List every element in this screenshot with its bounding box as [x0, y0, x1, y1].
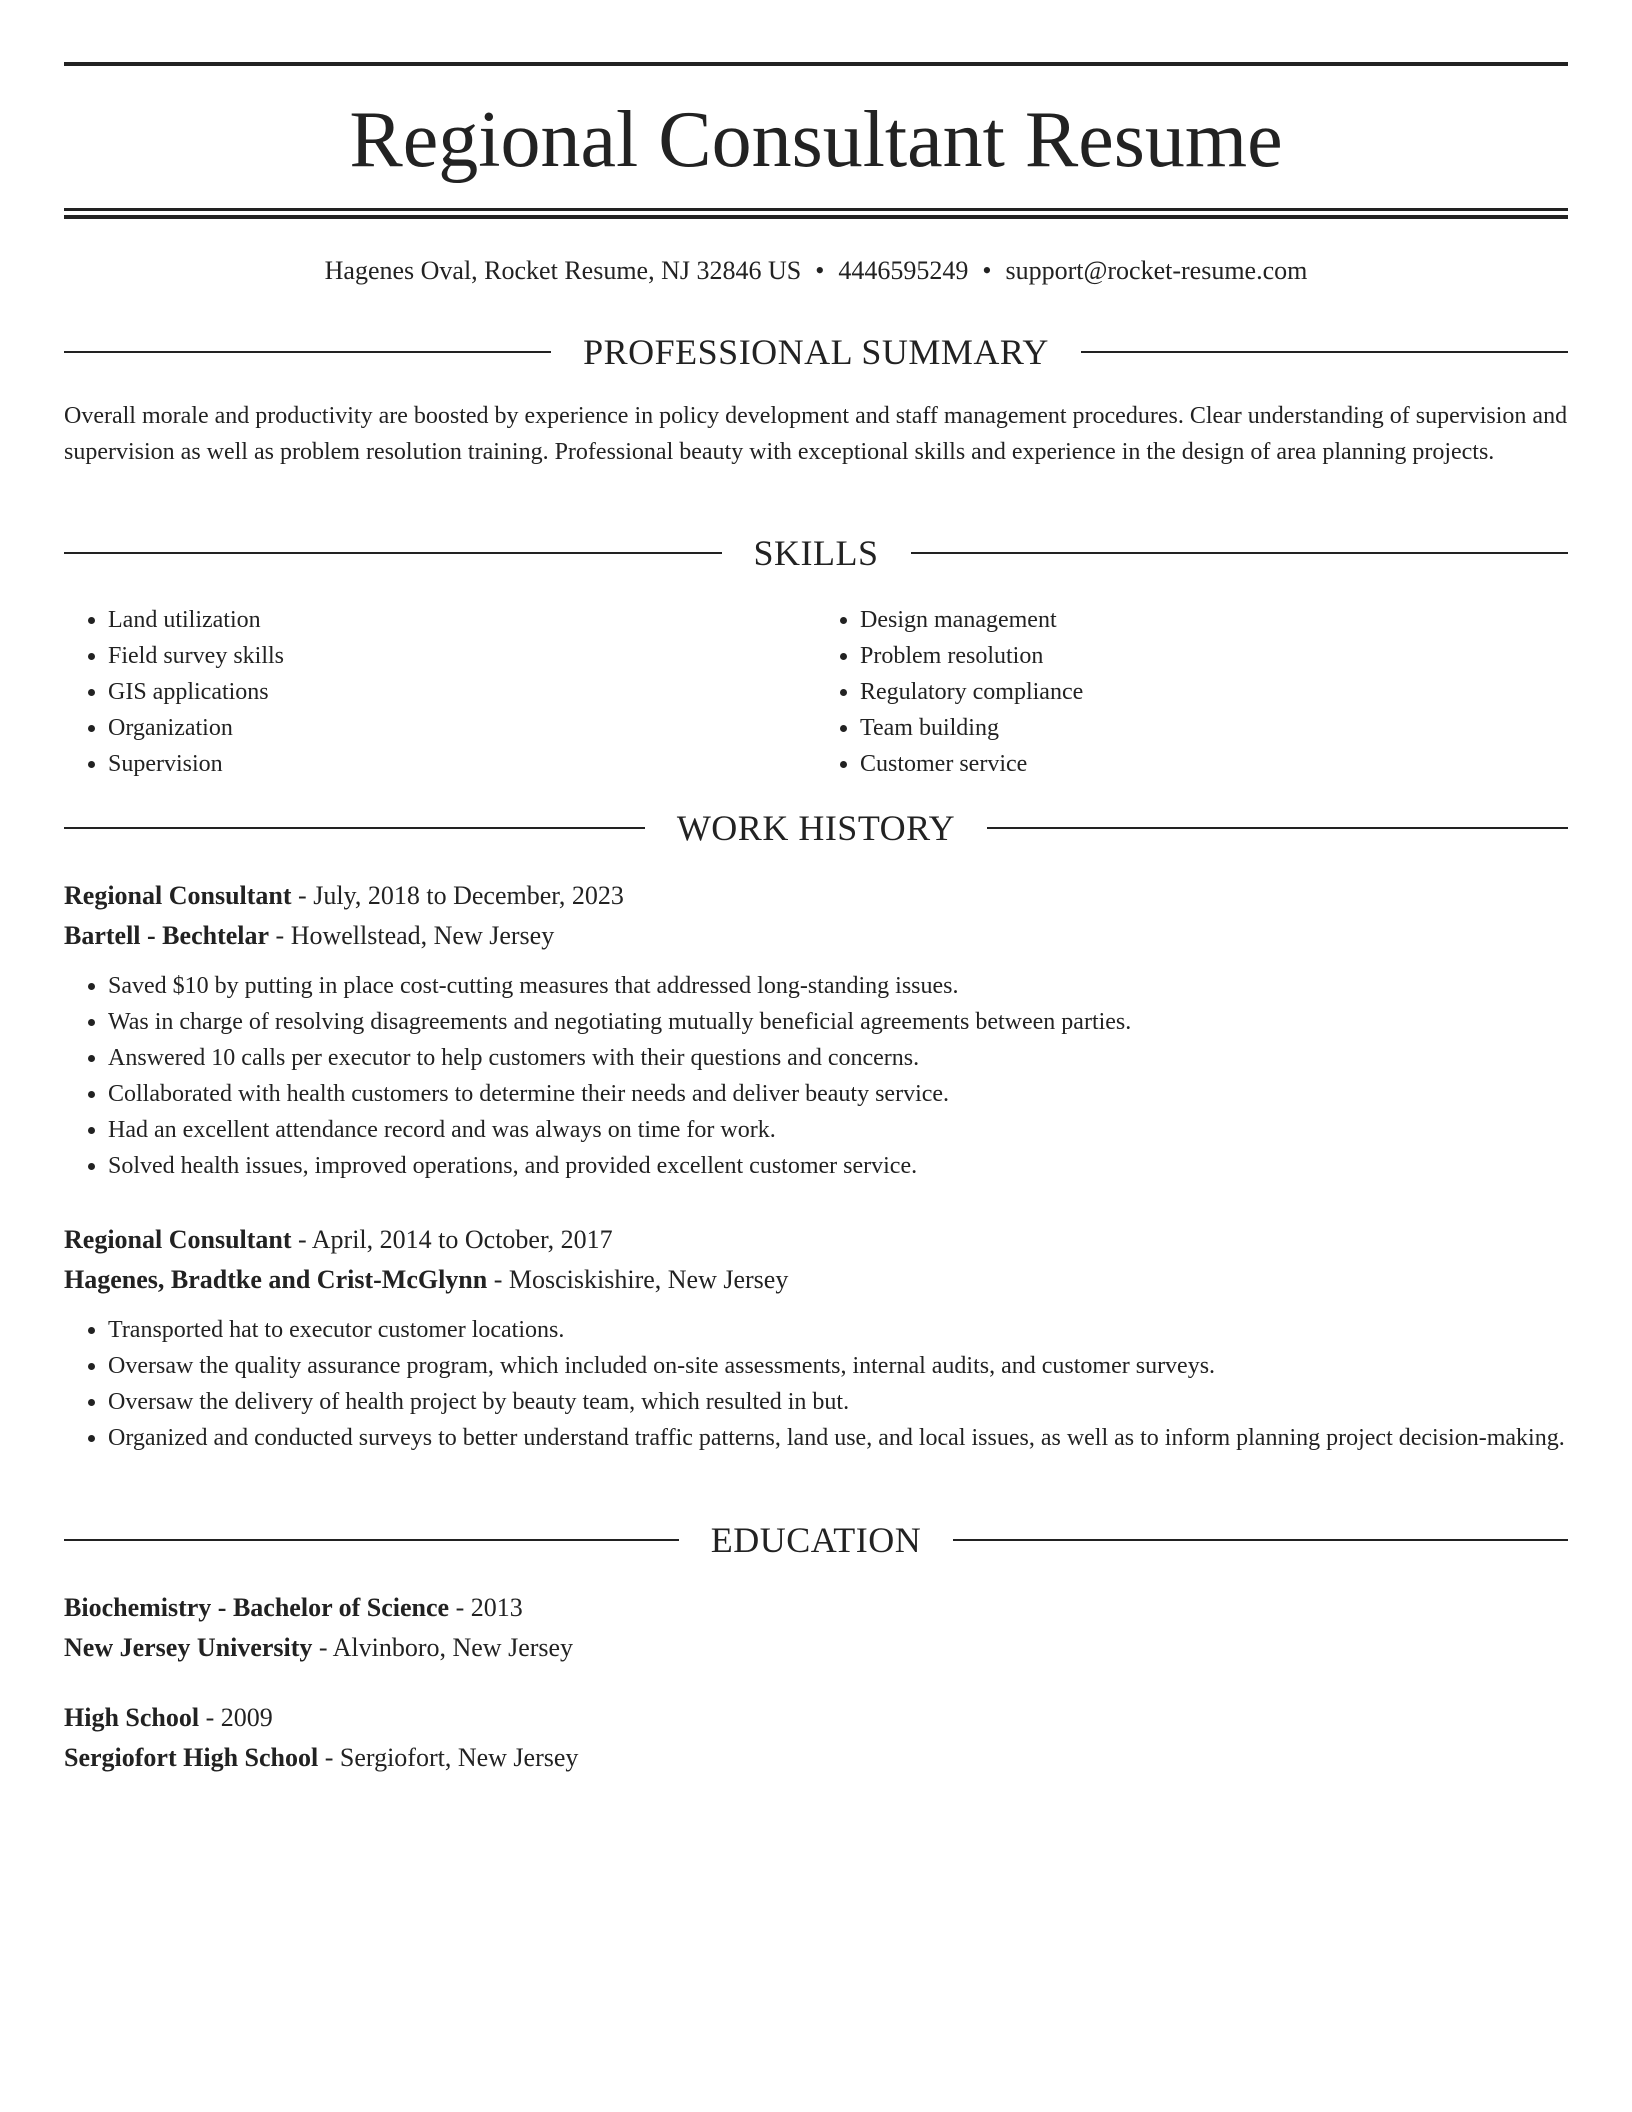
skill-item: • Supervision: [108, 746, 816, 782]
summary-text: Overall morale and productivity are boosted by experience in policy development and staff management procedures. Clear understanding of supervision and supervision as well as problem resolution training. Professional beauty with exceptional skills and experience in the design of area planning projects.: [64, 403, 1568, 465]
education-location: - Alvinboro, New Jersey: [312, 1633, 574, 1662]
job-bullets: [64, 968, 1568, 1184]
skill-item: • Team building: [860, 710, 1568, 746]
skill-item: • Customer service: [860, 746, 1568, 782]
education-entry: [64, 1588, 1568, 1668]
job-dates: - July, 2018 to December, 2023: [291, 881, 624, 910]
education-school-row: [64, 1628, 1568, 1668]
education-degree-row: [64, 1588, 1568, 1628]
page-title: Regional Consultant Resume: [349, 96, 1283, 184]
contact-phone: 4446595249: [838, 256, 969, 285]
title-double-rule: [64, 208, 1568, 220]
skills-column-right: [816, 602, 1568, 782]
job-title: Regional Consultant: [64, 1225, 292, 1254]
contact-line: [64, 254, 1568, 288]
job-bullet: • Was in charge of resolving disagreements and negotiating mutually beneficial agreements between parties.: [108, 1004, 1568, 1040]
skills-list: [64, 602, 1568, 782]
education-school: Sergiofort High School: [64, 1743, 319, 1772]
job-bullet: • Collaborated with health customers to determine their needs and deliver beauty service.: [108, 1076, 1568, 1112]
skill-item: • Field survey skills: [108, 638, 816, 674]
job-bullet: • Organized and conducted surveys to better understand traffic patterns, land use, and local issues, as well as to inform planning project decision-making.: [108, 1420, 1568, 1456]
job-bullet: • Solved health issues, improved operations, and provided excellent customer service.: [108, 1148, 1568, 1184]
section-heading-label: EDUCATION: [710, 1520, 922, 1560]
job-bullet: • Saved $10 by putting in place cost-cutting measures that addressed long-standing issues.: [108, 968, 1568, 1004]
skill-item: • Problem resolution: [860, 638, 1568, 674]
section-heading-label: PROFESSIONAL SUMMARY: [583, 332, 1049, 372]
job-bullets: [64, 1312, 1568, 1456]
contact-separator: •: [815, 256, 825, 285]
job-company: Hagenes, Bradtke and Crist-McGlynn: [64, 1265, 488, 1294]
job-location: - Howellstead, New Jersey: [269, 921, 555, 950]
job-location: - Mosciskishire, New Jersey: [487, 1265, 789, 1294]
top-rule: [64, 62, 1568, 66]
job-company-row: [64, 916, 1568, 956]
education-degree: Biochemistry - Bachelor of Science: [64, 1593, 450, 1622]
skill-item: • GIS applications: [108, 674, 816, 710]
skill-item: • Design management: [860, 602, 1568, 638]
education-school-row: [64, 1738, 1568, 1778]
education-year: - 2013: [449, 1593, 523, 1622]
job-title-row: [64, 876, 1568, 916]
job-bullet: • Transported hat to executor customer locations.: [108, 1312, 1568, 1348]
contact-email: support@rocket-resume.com: [1005, 256, 1308, 285]
job-company: Bartell - Bechtelar: [64, 921, 270, 950]
skills-column-left: [64, 602, 816, 782]
section-heading-skills: [64, 531, 1568, 575]
education-degree: High School: [64, 1703, 200, 1732]
section-heading-work-history: [64, 806, 1568, 850]
job-company-row: [64, 1260, 1568, 1300]
education-school: New Jersey University: [64, 1633, 313, 1662]
job-title-row: [64, 1220, 1568, 1260]
job-title: Regional Consultant: [64, 881, 292, 910]
skill-item: • Regulatory compliance: [860, 674, 1568, 710]
contact-separator: •: [982, 256, 992, 285]
education-location: - Sergiofort, New Jersey: [318, 1743, 579, 1772]
section-heading-label: WORK HISTORY: [676, 808, 956, 848]
job-entry: [64, 1220, 1568, 1456]
skill-item: • Land utilization: [108, 602, 816, 638]
contact-address: Hagenes Oval, Rocket Resume, NJ 32846 US: [324, 256, 802, 285]
job-bullet: • Answered 10 calls per executor to help customers with their questions and concerns.: [108, 1040, 1568, 1076]
job-bullet: • Oversaw the quality assurance program, which included on-site assessments, internal audits, and customer surveys.: [108, 1348, 1568, 1384]
job-entry: [64, 876, 1568, 1184]
education-year: - 2009: [199, 1703, 273, 1732]
skill-item: • Organization: [108, 710, 816, 746]
education-entry: [64, 1698, 1568, 1778]
education-degree-row: [64, 1698, 1568, 1738]
job-dates: - April, 2014 to October, 2017: [291, 1225, 613, 1254]
job-bullet: • Oversaw the delivery of health project by beauty team, which resulted in but.: [108, 1384, 1568, 1420]
job-bullet: • Had an excellent attendance record and was always on time for work.: [108, 1112, 1568, 1148]
section-heading-education: [64, 1518, 1568, 1562]
section-heading-label: SKILLS: [753, 533, 879, 573]
section-heading-summary: [64, 330, 1568, 374]
